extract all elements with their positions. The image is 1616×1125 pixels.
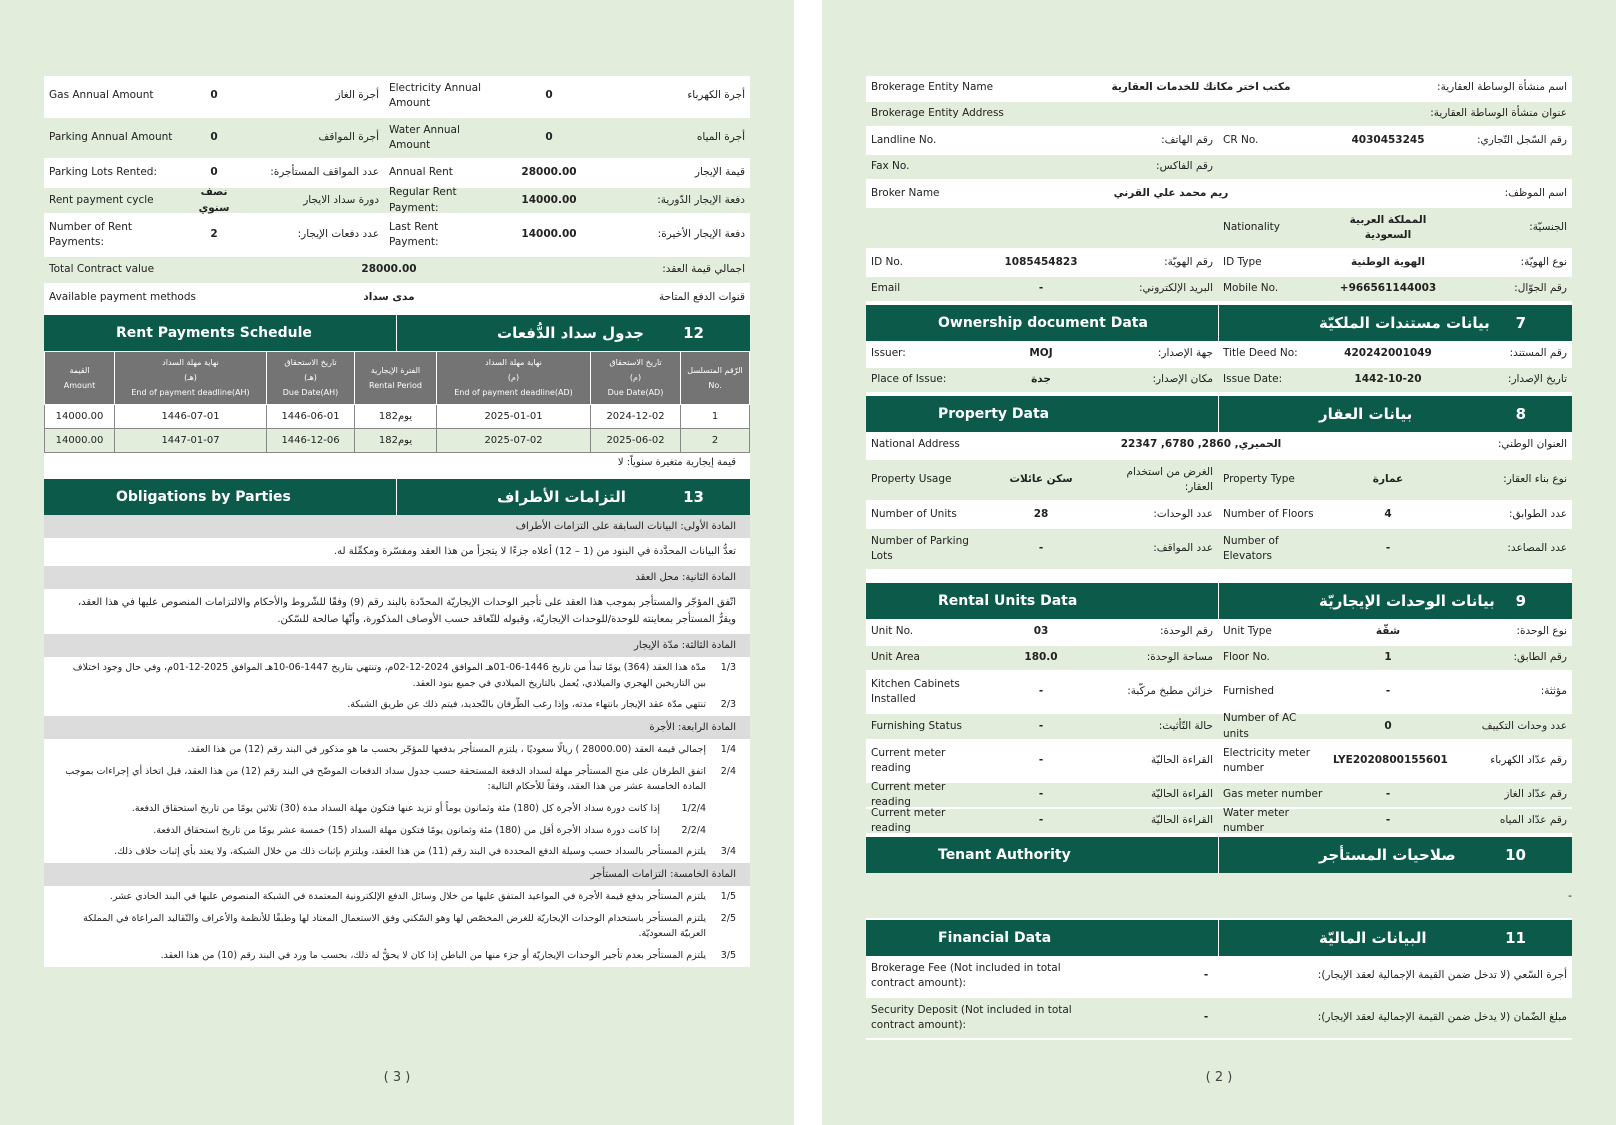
label-ar: عدد دفعات الإيجار:	[297, 228, 379, 241]
label-en: Property Type	[1223, 473, 1295, 486]
section-title-ar-group	[1219, 314, 1572, 332]
value: 28	[1033, 507, 1049, 520]
label-en: CR No.	[1223, 133, 1259, 146]
label-ar: رقم الهاتف:	[1161, 133, 1213, 146]
label-en: Unit Type	[1223, 624, 1272, 637]
label-en: Furnished	[1223, 685, 1275, 698]
section-title-ar-group	[1219, 846, 1572, 864]
value: 1442-10-20	[1354, 373, 1422, 386]
value: -	[1203, 1011, 1209, 1024]
cell-rental-period: 182يوم	[355, 404, 437, 428]
value: 4030453245	[1351, 133, 1425, 146]
label-ar: أجرة السّعي (لا تدخل ضمن القيمة الإجمالية لعقد الإيجار):	[1317, 969, 1567, 982]
article-5-title: المادة الخامسة: التزامات المستأجر	[44, 863, 750, 886]
value	[986, 138, 1096, 144]
units-floors-row	[866, 502, 1572, 529]
label-en: Brokerage Fee (Not included in total contract amount):	[871, 961, 1061, 989]
label-ar: نوع بناء العقار:	[1503, 473, 1567, 486]
section-title-ar-group	[397, 324, 750, 342]
value: عمارة	[1372, 473, 1404, 486]
section-title-ar-group	[397, 488, 750, 506]
page-2	[822, 0, 1616, 1125]
cell-end-deadline-ah: 1447-01-07	[115, 428, 267, 452]
value	[986, 164, 1096, 170]
label-en: Number of Units	[871, 507, 957, 520]
cell-rental-period: 182يوم	[355, 428, 437, 452]
clause-3-5	[44, 945, 750, 967]
label-ar: القراءة الحاليّة	[1150, 814, 1213, 827]
label-ar: دفعة الإيجار الدّورية:	[657, 193, 745, 206]
clause-text: إجمالي قيمة العقد (28000.00 ) ريالًا سعوديًا ، يلتزم المستأجر بدفعها للمؤجّر بحسب ما هو مذكور في البند رقم (12) من هذا العقد.	[187, 744, 706, 756]
label-ar: رقم عدّاد الغاز	[1504, 788, 1567, 801]
cell-due-date-ah: 1446-06-01	[267, 404, 355, 428]
value: جدة	[1031, 373, 1051, 386]
label-ar: تاريخ الإصدار:	[1507, 373, 1567, 386]
value: -	[1038, 788, 1044, 801]
clause-2-2-4	[44, 820, 750, 842]
label-en: Security Deposit (Not included in total contract amount):	[871, 1003, 1072, 1031]
water-meter-row	[866, 806, 1572, 835]
label-en: Parking Lots Rented:	[49, 166, 157, 179]
clause-number: 1/4	[720, 744, 736, 756]
label-ar: البريد الإلكتروني:	[1139, 282, 1213, 295]
value: مدى سداد	[363, 291, 415, 304]
value: -	[1038, 542, 1044, 555]
clause-text: تنتهي مدّة عقد الإيجار بانتهاء مدته، وإذا رغب الطّرفان بالتّجديد، فيتم ذلك عن طريق الشبكة.	[347, 699, 706, 711]
cell-due-date-ad: 2024-12-02	[591, 404, 681, 428]
label-en: Unit No.	[871, 624, 914, 637]
label-en: Furnishing Status	[871, 719, 962, 732]
section-title-ar: التزامات الأطراف	[497, 487, 626, 506]
label-ar: عدد المواقف المستأجرة:	[270, 166, 379, 179]
unit-no-type-row	[866, 619, 1572, 646]
value: سكن عائلات	[1009, 473, 1073, 486]
clause-text: مدّة هذا العقد (364) يومًا تبدأ من تاريخ 1446-06-01هـ الموافق 2024-12-02م، وتنتهي بتاريخ 1447-06-10هـ الموافق 2025-12-01م، وفي حال وجود اختلاف بين التاريخين الهجري والميلادي، يُعمل بالتاريخ الميلادي في جميع بنود العقد.	[72, 662, 706, 689]
clause-text: يلتزم المستأجر بالسداد حسب وسيلة الدفع المحددة في البند رقم (11) من هذا العقد، ويلتزم بإثبات ذلك من خلال الشبكة، ولا يعتد بأي إثبات خلاف ذلك.	[114, 846, 706, 858]
value: -	[1038, 282, 1044, 295]
label-en: ID Type	[1223, 255, 1262, 268]
label-en: National Address	[871, 438, 960, 451]
section-title-ar: صلاحيات المستأجر	[1319, 846, 1456, 864]
label-ar: عدد الوحدات:	[1153, 507, 1213, 520]
label-en: Landline No.	[871, 133, 937, 146]
label-en: Issuer:	[871, 346, 906, 359]
page-3-content	[44, 76, 750, 967]
section-title-ar-group	[1219, 405, 1572, 423]
section-title-en: Property Data	[938, 406, 1050, 422]
national-address-row	[866, 432, 1572, 460]
article-4-title: المادة الرابعة: الأجرة	[44, 716, 750, 739]
label-en: Kitchen Cabinets Installed	[871, 677, 960, 705]
fin-row-cycle-regular	[44, 188, 750, 215]
clause-text: يلتزم المستأجر بعدم تأجير الوحدات الإيجاريّة أو جزء منها من الباطن إذا كان لا يحقُّ له ذلك، بحسب ما ورد في البند رقم (10) من هذا العقد.	[160, 950, 706, 962]
value: مكتب اختر مكانك للخدمات العقارية	[1111, 81, 1291, 94]
col-serial-no: الرّقم المتسلسل No.	[681, 352, 750, 405]
article-2-title: المادة الثانية: محل العقد	[44, 566, 750, 589]
label-en: Parking Annual Amount	[49, 131, 173, 144]
label-ar: الغرض من استخدام العقار:	[1126, 465, 1213, 493]
section-8-header	[866, 396, 1572, 432]
clause-number: 3/5	[720, 950, 736, 962]
label-ar: نوع الوحدة:	[1516, 624, 1567, 637]
label-en: Place of Issue:	[871, 373, 947, 386]
value: ريم محمد علي القرني	[1113, 186, 1229, 199]
clause-3-4	[44, 841, 750, 863]
label-ar: مساحة الوحدة:	[1146, 651, 1213, 664]
value: LYE2020800155601	[1333, 754, 1448, 767]
page-number: ( 2 )	[1205, 1070, 1233, 1085]
fin-row-parking-water	[44, 118, 750, 160]
value: 2	[210, 228, 218, 241]
payment-schedule-table	[44, 351, 750, 453]
section-number: 12	[683, 324, 704, 342]
label-ar: رقم عدّاد الكهرباء	[1490, 754, 1567, 767]
value: 420242001049	[1344, 346, 1432, 359]
section-title-ar: بيانات الوحدات الإيجاريّة	[1319, 592, 1495, 610]
clause-1-4	[44, 739, 750, 761]
value: 28000.00	[521, 166, 577, 179]
label-en: Floor No.	[1223, 651, 1270, 664]
section-number: 13	[683, 487, 704, 506]
clause-number: 1/3	[720, 662, 736, 674]
section-number: 9	[1515, 592, 1526, 610]
value: 1	[1384, 651, 1392, 664]
section-title-en: Rental Units Data	[938, 593, 1078, 609]
section-10-header	[866, 837, 1572, 873]
area-floor-row	[866, 646, 1572, 672]
cell-amount: 14000.00	[45, 404, 115, 428]
clause-number: 3/4	[720, 846, 736, 858]
section-12-header	[44, 315, 750, 351]
value: 4	[1384, 507, 1392, 520]
label-en: Nationality	[1223, 221, 1281, 234]
clause-2-5	[44, 908, 750, 945]
label-ar: قنوات الدفع المتاحة	[659, 291, 745, 304]
brokerage-fee-row	[866, 956, 1572, 998]
value: 14000.00	[521, 228, 577, 241]
clause-number: 2/2/4	[681, 824, 706, 836]
value: -	[1038, 754, 1044, 767]
label-ar: حالة التّأثيث:	[1158, 719, 1213, 732]
clause-text: إذا كانت دورة سداد الأجرة أقل من (180) مئة وثمانون يومًا فتكون مهلة السداد (15) خمسة عشر يومًا من تاريخ استحقاق الدفعة.	[153, 824, 660, 836]
broker-entity-address-row	[866, 102, 1572, 128]
value: -	[1203, 969, 1209, 982]
value: -	[1385, 814, 1391, 827]
section-11-header	[866, 920, 1572, 956]
label-ar: القراءة الحاليّة	[1150, 788, 1213, 801]
value: -	[1385, 542, 1391, 555]
label-ar: عدد وحدات التكييف	[1481, 719, 1567, 732]
cell-end-deadline-ad: 2025-07-02	[437, 428, 591, 452]
clause-text: يلتزم المستأجر بدفع قيمة الأجرة في المواعيد المتفق عليها من خلال وسائل الدفع الإلكترونية المعتمدة في الشبكة المنصوص عليها في البند الحادي عشر.	[109, 891, 706, 903]
variable-rent-note-row	[44, 453, 750, 477]
label-ar: عدد المواقف:	[1153, 542, 1213, 555]
clause-2-3	[44, 694, 750, 716]
label-ar: القراءة الحاليّة	[1150, 754, 1213, 767]
label-ar: دفعة الإيجار الأخيرة:	[657, 228, 745, 241]
label-en: Rent payment cycle	[49, 193, 154, 206]
label-ar: اسم الموظف:	[1504, 186, 1567, 199]
tenant-authority-text: -	[1568, 889, 1572, 902]
issuer-deed-row	[866, 341, 1572, 368]
col-end-deadline-ad: نهاية مهلة السداد (م) End of payment deadline(AD)	[437, 352, 591, 405]
label-en: ID No.	[871, 255, 903, 268]
usage-type-row	[866, 460, 1572, 502]
label-en: Number of Rent Payments:	[49, 220, 133, 248]
value: الهوية الوطنية	[1351, 255, 1425, 268]
label-en: Brokerage Entity Name	[871, 81, 994, 94]
label-en: Number of Elevators	[1223, 534, 1279, 562]
label-ar: مبلغ الضّمان (لا يدخل ضمن القيمة الإجمالية لعقد الإيجار):	[1317, 1011, 1567, 1024]
value: 0	[210, 89, 218, 102]
section-title-en: Tenant Authority	[938, 847, 1071, 863]
label-ar: رقم المستند:	[1509, 346, 1567, 359]
label-en: Issue Date:	[1223, 373, 1283, 386]
label-ar: أجرة المياه	[696, 131, 745, 144]
label-ar: مكان الإصدار:	[1152, 373, 1213, 386]
table-header-row	[45, 352, 750, 405]
section-number: 7	[1515, 314, 1526, 332]
value: -	[1385, 788, 1391, 801]
label-ar: عدد المصاعد:	[1507, 542, 1567, 555]
label-ar: رقم الهويّة:	[1164, 255, 1213, 268]
place-date-row	[866, 368, 1572, 394]
section-title-ar-group	[1219, 929, 1572, 947]
landline-cr-row	[866, 128, 1572, 155]
section-13-header	[44, 479, 750, 515]
section-9-header	[866, 583, 1572, 619]
col-due-date-ah: تاريخ الاستحقاق (هـ) Due Date(AH)	[267, 352, 355, 405]
email-mobile-row	[866, 277, 1572, 303]
label-en: Electricity Annual Amount	[389, 81, 481, 109]
label-en: Unit Area	[871, 651, 920, 664]
value: 0	[210, 131, 218, 144]
value: الحميري, 2860, 6780, 22347	[1120, 438, 1282, 451]
value: +966561144003	[1339, 282, 1437, 295]
label-en: Last Rent Payment:	[389, 220, 439, 248]
spacer	[866, 571, 1572, 581]
clause-number: 2/4	[720, 765, 736, 777]
label-ar: جهة الإصدار:	[1157, 346, 1213, 359]
label-ar: دورة سداد الايجار	[303, 193, 379, 206]
page-2-content	[866, 76, 1572, 1040]
label-ar: رقم السّجل التّجاري:	[1476, 133, 1567, 146]
label-ar: الجنسيّة:	[1529, 221, 1567, 234]
section-7-header	[866, 305, 1572, 341]
label-ar: اسم منشأة الوساطة العقارية:	[1437, 81, 1567, 94]
clause-1-5	[44, 886, 750, 908]
value: -	[1385, 685, 1391, 698]
label-en: Title Deed No:	[1223, 346, 1298, 359]
label-en: Number of Floors	[1223, 507, 1314, 520]
section-number: 10	[1505, 846, 1526, 864]
label-en: Electricity meter number	[1223, 746, 1311, 774]
section-title-en: Ownership document Data	[938, 315, 1148, 331]
label-en: Number of AC units	[1223, 712, 1297, 740]
value: -	[1038, 719, 1044, 732]
section-number: 8	[1515, 405, 1526, 423]
label-ar: أجرة الكهرباء	[687, 89, 745, 102]
cell-due-date-ah: 1446-12-06	[267, 428, 355, 452]
value: MOJ	[1029, 346, 1053, 359]
cell-amount: 14000.00	[45, 428, 115, 452]
label-en: Broker Name	[871, 186, 940, 199]
fin-row-gas-elec	[44, 76, 750, 118]
article-2-text: اتّفق المؤجّر والمستأجر بموجب هذا العقد على تأجير الوحدات الإيجاريّة المحدّدة بالبند رقم (9) وفقًا للشّروط والأحكام والالتزامات المنصوص عليها في هذا العقد، ويقرُّ المستأجر بمعاينته للوحدة/للوحدات الإيجاريّة، وقبوله للتّعاقد حسب الأوصاف المذكورة، وأنّها صالحة للسّكن.	[44, 589, 750, 634]
label-ar: رقم الطابق:	[1513, 651, 1567, 664]
label-ar: اجمالي قيمة العقد:	[662, 263, 745, 276]
fin-row-count-last	[44, 215, 750, 257]
label-en: Brokerage Entity Address	[871, 107, 1004, 120]
clause-1-3	[44, 657, 750, 694]
fin-row-methods	[44, 285, 750, 313]
nationality-row	[866, 208, 1572, 250]
clause-number: 2/5	[720, 912, 736, 924]
label-ar: رقم الجوّال:	[1514, 282, 1567, 295]
label-ar: عنوان منشأة الوساطة العقارية:	[1430, 107, 1567, 120]
label-en: Regular Rent Payment:	[389, 186, 457, 214]
value: 14000.00	[521, 193, 577, 206]
value: 1085454823	[1004, 255, 1078, 268]
label-ar: رقم عدّاد المياه	[1499, 814, 1567, 827]
section-title-ar-group	[1219, 592, 1572, 610]
value: -	[1038, 685, 1044, 698]
clause-number: 1/2/4	[681, 803, 706, 815]
id-row	[866, 250, 1572, 277]
article-1-title: المادة الأولى: البيانات السابقة على التزامات الأطراف	[44, 515, 750, 538]
clause-1-2-4	[44, 798, 750, 820]
article-1-text: تعدُّ البيانات المحدَّدة في البنود من (1 – 12) أعلاه جزءًا لا يتجزأ من هذا العقد ومفسّرة ومكمِّلة له.	[44, 538, 750, 567]
label-en: Available payment methods	[49, 291, 196, 304]
value: المملكة العربية السعودية	[1349, 213, 1427, 241]
cell-end-deadline-ah: 1446-07-01	[115, 404, 267, 428]
col-amount: القيمة Amount	[45, 352, 115, 405]
label-en: Current meter reading	[871, 780, 946, 808]
label-en: Gas meter number	[1223, 788, 1323, 801]
cell-serial-no: 1	[681, 404, 750, 428]
col-due-date-ad: تاريخ الاستحقاق (م) Due Date(AD)	[591, 352, 681, 405]
label-ar: مؤثثة:	[1540, 685, 1567, 698]
furnishing-ac-row	[866, 714, 1572, 741]
broker-name-row	[866, 181, 1572, 208]
broker-entity-name-row	[866, 76, 1572, 102]
label-ar: خزائن مطبخ مركّبة:	[1127, 685, 1213, 698]
value: شقّة	[1375, 624, 1401, 637]
label-en: Fax No.	[871, 160, 910, 173]
label-ar: أجرة الغاز	[335, 89, 379, 102]
label-en: Number of Parking Lots	[871, 534, 969, 562]
security-deposit-row	[866, 998, 1572, 1040]
page-gutter	[794, 0, 822, 1125]
section-title-ar: بيانات مستندات الملكيّة	[1319, 314, 1490, 332]
tenant-authority-body	[866, 873, 1572, 918]
label-en: Water meter number	[1223, 806, 1289, 834]
label-ar: قيمة الإيجار	[694, 166, 745, 179]
section-title-en: Rent Payments Schedule	[116, 325, 312, 341]
value: 28000.00	[361, 263, 417, 276]
label-en: Current meter reading	[871, 746, 946, 774]
label-en: Total Contract value	[49, 263, 155, 276]
clause-text: اتفق الطرفان على منح المستأجر مهلة لسداد الدفعة المستحقة حسب جدول سداد الدفعات الموضّح في البند رقم (12) من هذا العقد، قبل اتخاذ أي إجراءات بموجب المادة الخامسة عشر من هذا العقد، وفقاً للأحكام التالية:	[65, 765, 706, 793]
fin-row-total	[44, 257, 750, 285]
value: 0	[545, 131, 553, 144]
clause-text: إذا كانت دورة سداد الأجرة كل (180) مئة وثمانون يوماً أو تزيد عنها فتكون مهلة السداد مدة (30) ثلاثين يومًا من تاريخ استحقاق الدفعة.	[131, 803, 660, 815]
section-number: 11	[1505, 929, 1526, 947]
article-3-title: المادة الثالثة: مدّة الإيجار	[44, 634, 750, 657]
label-ar: أجرة المواقف	[318, 131, 379, 144]
value: نصف سنوي	[198, 186, 230, 214]
cell-due-date-ad: 2025-06-02	[591, 428, 681, 452]
value: 0	[210, 166, 218, 179]
cell-end-deadline-ad: 2025-01-01	[437, 404, 591, 428]
col-end-deadline-ah: نهاية مهلة السداد (هـ) End of payment deadline(AH)	[115, 352, 267, 405]
label-ar: نوع الهويّة:	[1520, 255, 1567, 268]
variable-rent-note: قيمة إيجارية متغيرة سنوياً: لا	[617, 457, 736, 469]
page-3	[0, 0, 794, 1125]
label-en: Property Usage	[871, 473, 952, 486]
label-ar: العنوان الوطني:	[1497, 438, 1567, 451]
label-en: Email	[871, 282, 901, 295]
col-rental-period: الفترة الإيجارية Rental Period	[355, 352, 437, 405]
table-row	[45, 428, 750, 452]
value: -	[1038, 814, 1044, 827]
section-title-ar: بيانات العقار	[1319, 405, 1413, 423]
section-title-en: Financial Data	[938, 930, 1052, 946]
value: 180.0	[1024, 651, 1058, 664]
section-title-ar: جدول سداد الدُّفعات	[497, 324, 644, 342]
clause-text: يلتزم المستأجر باستخدام الوحدات الإيجاريّة للغرض المخصّص لها وهو السّكني وفق الاستعمال المعتاد لها وطبقًا للأنظمة والأعراف والتّقاليد المراعاة في المملكة العربيّة السعوديّة.	[83, 912, 706, 940]
label-ar: رقم الفاكس:	[1156, 160, 1213, 173]
label-en: Current meter reading	[871, 806, 946, 834]
section-title-ar: البيانات الماليّة	[1319, 929, 1427, 947]
fax-row	[866, 155, 1572, 181]
page-number: ( 3 )	[383, 1070, 411, 1085]
label-en: Gas Annual Amount	[49, 89, 154, 102]
value: 0	[545, 89, 553, 102]
value: 03	[1033, 624, 1049, 637]
label-en: Mobile No.	[1223, 282, 1279, 295]
cell-serial-no: 2	[681, 428, 750, 452]
label-en: Annual Rent	[389, 166, 453, 179]
label-ar: رقم الوحدة:	[1160, 624, 1213, 637]
clause-number: 2/3	[720, 699, 736, 711]
label-ar: عدد الطوابق:	[1508, 507, 1567, 520]
parking-elevators-row	[866, 529, 1572, 571]
value: 0	[1384, 719, 1392, 732]
clause-number: 1/5	[720, 891, 736, 903]
label-en: Water Annual Amount	[389, 123, 460, 151]
table-row	[45, 404, 750, 428]
clause-2-4	[44, 761, 750, 798]
section-title-en: Obligations by Parties	[116, 488, 291, 505]
